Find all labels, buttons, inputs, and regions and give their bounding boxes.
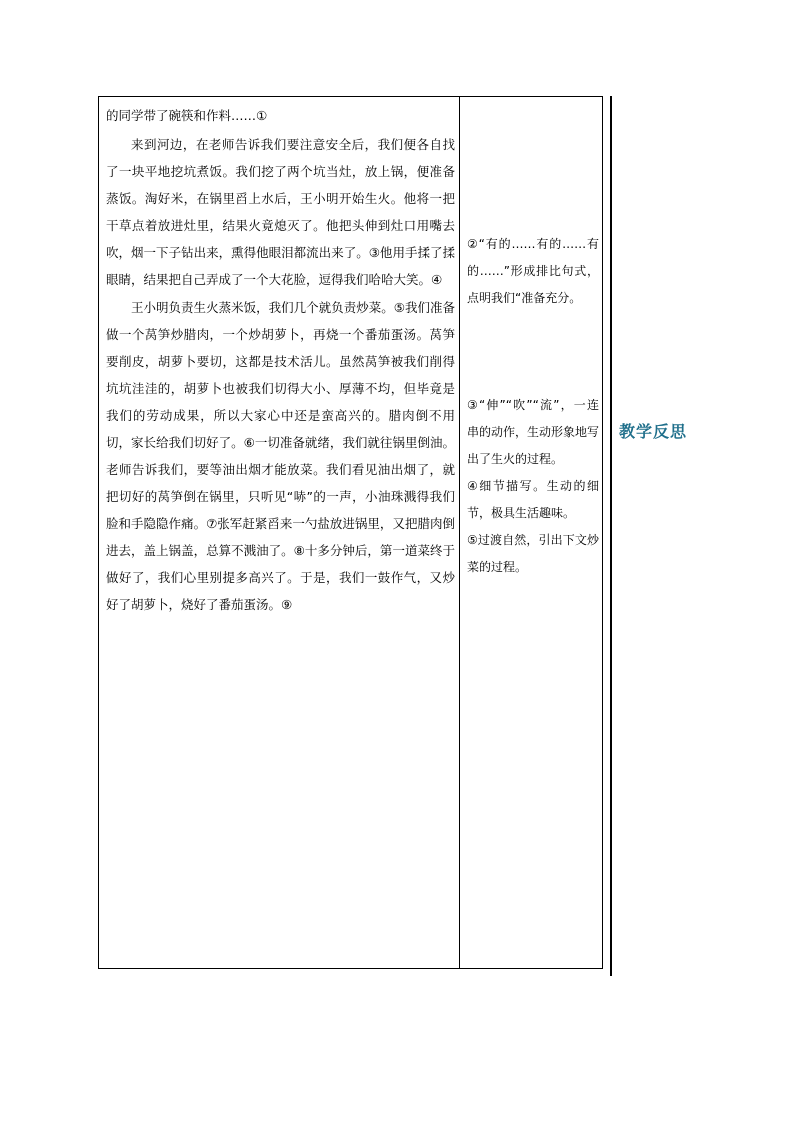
teaching-reflection-label: 教学反思 (619, 422, 688, 441)
annotation-note-2: ②“有的……有的……有的……”形成排比句式，点明我们“准备充分。 (467, 237, 599, 305)
text-paragraph-2: 来到河边，在老师告诉我们要注意安全后，我们便各自找了一块平地挖坑煮饭。我们挖了两个坑当灶，放上锅，便准备蒸饭。淘好米，在锅里舀上水后，王小明开始生火。他将一把干草点着放进灶里，结果火竟熄灭了。他把头伸到灶口用嘴去吹，烟一下子钻出来，熏得他眼泪都流出来了。③他用手揉了揉眼睛，结果把自己弄成了一个大花脸，逗得我们哈哈大笑。④ (106, 137, 455, 287)
main-text-column (106, 102, 455, 618)
text-paragraph-3: 王小明负责生火蒸米饭，我们几个就负责炒菜。⑤我们准备做一个莴笋炒腊肉，一个炒胡萝卜，再烧一个番茄蛋汤。莴笋要削皮，胡萝卜要切，这都是技术活儿。虽然莴笋被我们削得坑坑洼洼的，胡萝卜也被我们切得大小、厚薄不均，但毕竟是我们的劳动成果，所以大家心中还是蛮高兴的。腊肉倒不用切，家长给我们切好了。⑥一切准备就绪，我们就往锅里倒油。老师告诉我们，要等油出烟才能放菜。我们看见油出烟了，就把切好的莴笋倒在锅里，只听见“哧”的一声，小油珠溅得我们脸和手隐隐作痛。⑦张军赶紧舀来一勺盐放进锅里，又把腊肉倒进去，盖上锅盖，总算不溅油了。⑧十多分钟后，第一道菜终于做好了，我们心里别提多高兴了。于是，我们一鼓作气，又炒好了胡萝卜，烧好了番茄蛋汤。⑨ (106, 300, 455, 612)
annotation-note-3: ③“伸”“吹”“流”，一连串的动作，生动形象地写出了生火的过程。 (467, 398, 600, 466)
annotation-note-5: ⑤过渡自然，引出下文炒菜的过程。 (467, 533, 599, 574)
annotation-column (467, 231, 599, 581)
column-divider (459, 96, 460, 969)
text-paragraph-1: 的同学带了碗筷和作料……① (106, 108, 268, 123)
side-margin-line (610, 96, 612, 976)
annotation-note-4: ④细节描写。生动的细节，极具生活趣味。 (467, 479, 599, 520)
